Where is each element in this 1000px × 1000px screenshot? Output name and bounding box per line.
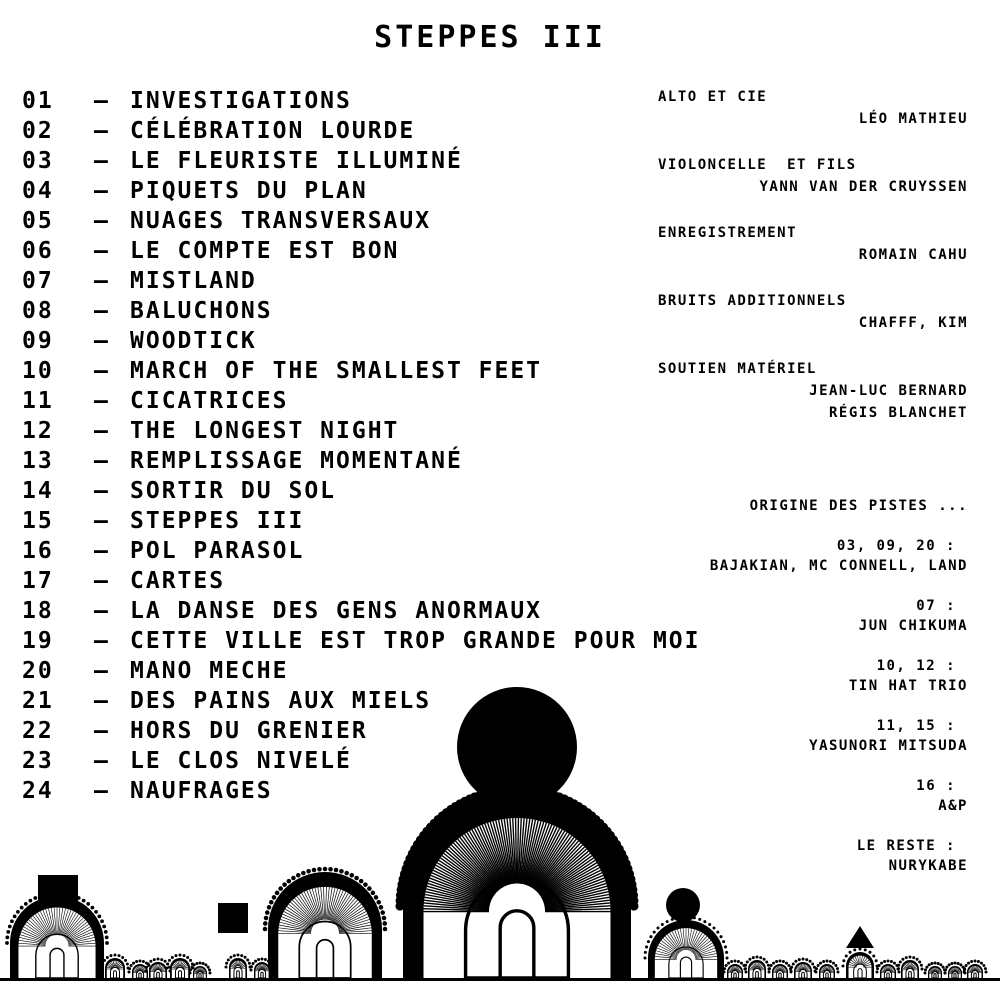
origin-tracks: 11, 15 :: [876, 718, 956, 734]
track-title: MARCH OF THE SMALLEST FEET: [130, 358, 543, 384]
track-number: 01: [22, 88, 54, 114]
track-number: 24: [22, 778, 54, 804]
track-number: 06: [22, 238, 54, 264]
credit-name: YANN VAN DER CRUYSSEN: [759, 179, 968, 195]
track-dash: –: [94, 718, 110, 744]
credit-name: ROMAIN CAHU: [858, 247, 968, 263]
track-number: 18: [22, 598, 54, 624]
origin-artist: NURYKABE: [888, 858, 968, 874]
track-dash: –: [94, 568, 110, 594]
track-title: CICATRICES: [130, 388, 289, 414]
small-house: [944, 962, 967, 979]
small-house: [768, 960, 793, 979]
track-title: POL PARASOL: [130, 538, 305, 564]
origin-artist: YASUNORI MITSUDA: [809, 738, 968, 754]
track-dash: –: [94, 358, 110, 384]
track-title: MANO MECHE: [130, 658, 289, 684]
small-house: [963, 960, 988, 979]
track-number: 03: [22, 148, 54, 174]
track-number: 17: [22, 568, 54, 594]
roof-peak: [846, 926, 874, 948]
small-house: [842, 948, 879, 979]
track-number: 12: [22, 418, 54, 444]
track-title: CETTE VILLE EST TROP GRANDE POUR MOI: [130, 628, 701, 654]
track-title: SORTIR DU SOL: [130, 478, 337, 504]
track-number: 07: [22, 268, 54, 294]
small-house: [744, 956, 771, 979]
track-number: 19: [22, 628, 54, 654]
track-dash: –: [94, 298, 110, 324]
track-dash: –: [94, 328, 110, 354]
track-dash: –: [94, 508, 110, 534]
track-number: 09: [22, 328, 54, 354]
track-dash: –: [94, 628, 110, 654]
origin-artist: A&P: [938, 798, 968, 814]
credit-role: SOUTIEN MATÉRIEL: [658, 361, 817, 377]
track-number: 08: [22, 298, 54, 324]
album-title: STEPPES III: [374, 20, 606, 55]
track-row: [22, 446, 802, 476]
small-house: [815, 960, 840, 979]
track-dash: –: [94, 658, 110, 684]
track-title: INVESTIGATIONS: [130, 88, 352, 114]
track-dash: –: [94, 418, 110, 444]
track-title: WOODTICK: [130, 328, 257, 354]
track-number: 13: [22, 448, 54, 474]
track-title: STEPPES III: [130, 508, 305, 534]
track-title: DES PAINS AUX MIELS: [130, 688, 432, 714]
track-dash: –: [94, 238, 110, 264]
track-dash: –: [94, 448, 110, 474]
track-number: 15: [22, 508, 54, 534]
credit-role: ENREGISTREMENT: [658, 225, 798, 241]
tower-block: [218, 903, 248, 933]
dome-building: [395, 784, 638, 978]
credit-name: CHAFFF, KIM: [858, 315, 968, 331]
track-number: 05: [22, 208, 54, 234]
track-title: CÉLÉBRATION LOURDE: [130, 118, 416, 144]
track-dash: –: [94, 748, 110, 774]
track-dash: –: [94, 598, 110, 624]
origin-tracks: 10, 12 :: [876, 658, 956, 674]
track-number: 11: [22, 388, 54, 414]
track-dash: –: [94, 388, 110, 414]
track-title: PIQUETS DU PLAN: [130, 178, 368, 204]
track-number: 16: [22, 538, 54, 564]
track-number: 02: [22, 118, 54, 144]
track-dash: –: [94, 688, 110, 714]
track-dash: –: [94, 538, 110, 564]
credit-role: ALTO ET CIE: [658, 89, 768, 105]
cityscape-illustration: [0, 680, 1000, 1000]
track-dash: –: [94, 118, 110, 144]
track-dash: –: [94, 178, 110, 204]
track-title: LE COMPTE EST BON: [130, 238, 400, 264]
track-number: 04: [22, 178, 54, 204]
small-house: [790, 958, 817, 979]
origins-heading: ORIGINE DES PISTES ...: [749, 498, 968, 514]
track-title: BALUCHONS: [130, 298, 273, 324]
track-number: 10: [22, 358, 54, 384]
origin-tracks: 16 :: [916, 778, 956, 794]
track-dash: –: [94, 88, 110, 114]
origin-artist: JUN CHIKUMA: [858, 618, 968, 634]
track-title: MISTLAND: [130, 268, 257, 294]
small-house: [101, 954, 130, 979]
track-title: REMPLISSAGE MOMENTANÉ: [130, 448, 463, 474]
origin-artist: TIN HAT TRIO: [848, 678, 968, 694]
credit-role: BRUITS ADDITIONNELS: [658, 293, 847, 309]
track-title: LA DANSE DES GENS ANORMAUX: [130, 598, 543, 624]
dome-building: [5, 891, 109, 978]
track-title: NUAGES TRANSVERSAUX: [130, 208, 432, 234]
origin-tracks: 07 :: [916, 598, 956, 614]
track-title: THE LONGEST NIGHT: [130, 418, 400, 444]
track-number: 20: [22, 658, 54, 684]
origin-artist: BAJAKIAN, MC CONNELL, LAND: [709, 558, 968, 574]
credit-name: RÉGIS BLANCHET: [828, 405, 968, 421]
track-dash: –: [94, 208, 110, 234]
track-number: 21: [22, 688, 54, 714]
credit-name: LÉO MATHIEU: [858, 111, 968, 127]
track-title: HORS DU GRENIER: [130, 718, 368, 744]
origin-tracks: 03, 09, 20 :: [836, 538, 956, 554]
track-dash: –: [94, 478, 110, 504]
track-number: 14: [22, 478, 54, 504]
track-dash: –: [94, 778, 110, 804]
ground-line: [0, 978, 1000, 981]
track-title: LE CLOS NIVELÉ: [130, 748, 352, 774]
track-title: NAUFRAGES: [130, 778, 273, 804]
track-number: 22: [22, 718, 54, 744]
credit-name: JEAN-LUC BERNARD: [809, 383, 968, 399]
small-house: [128, 960, 153, 979]
dome-building: [263, 867, 388, 978]
track-dash: –: [94, 148, 110, 174]
track-number: 23: [22, 748, 54, 774]
credit-role: VIOLONCELLE ET FILS: [658, 157, 857, 173]
track-title: CARTES: [130, 568, 226, 594]
small-house: [225, 954, 252, 979]
small-house: [897, 956, 924, 979]
credits: [658, 86, 968, 424]
origin-tracks: LE RESTE :: [856, 838, 956, 854]
small-house: [924, 962, 947, 979]
track-dash: –: [94, 268, 110, 294]
track-title: LE FLEURISTE ILLUMINÉ: [130, 148, 463, 174]
dome-building: [643, 916, 728, 978]
